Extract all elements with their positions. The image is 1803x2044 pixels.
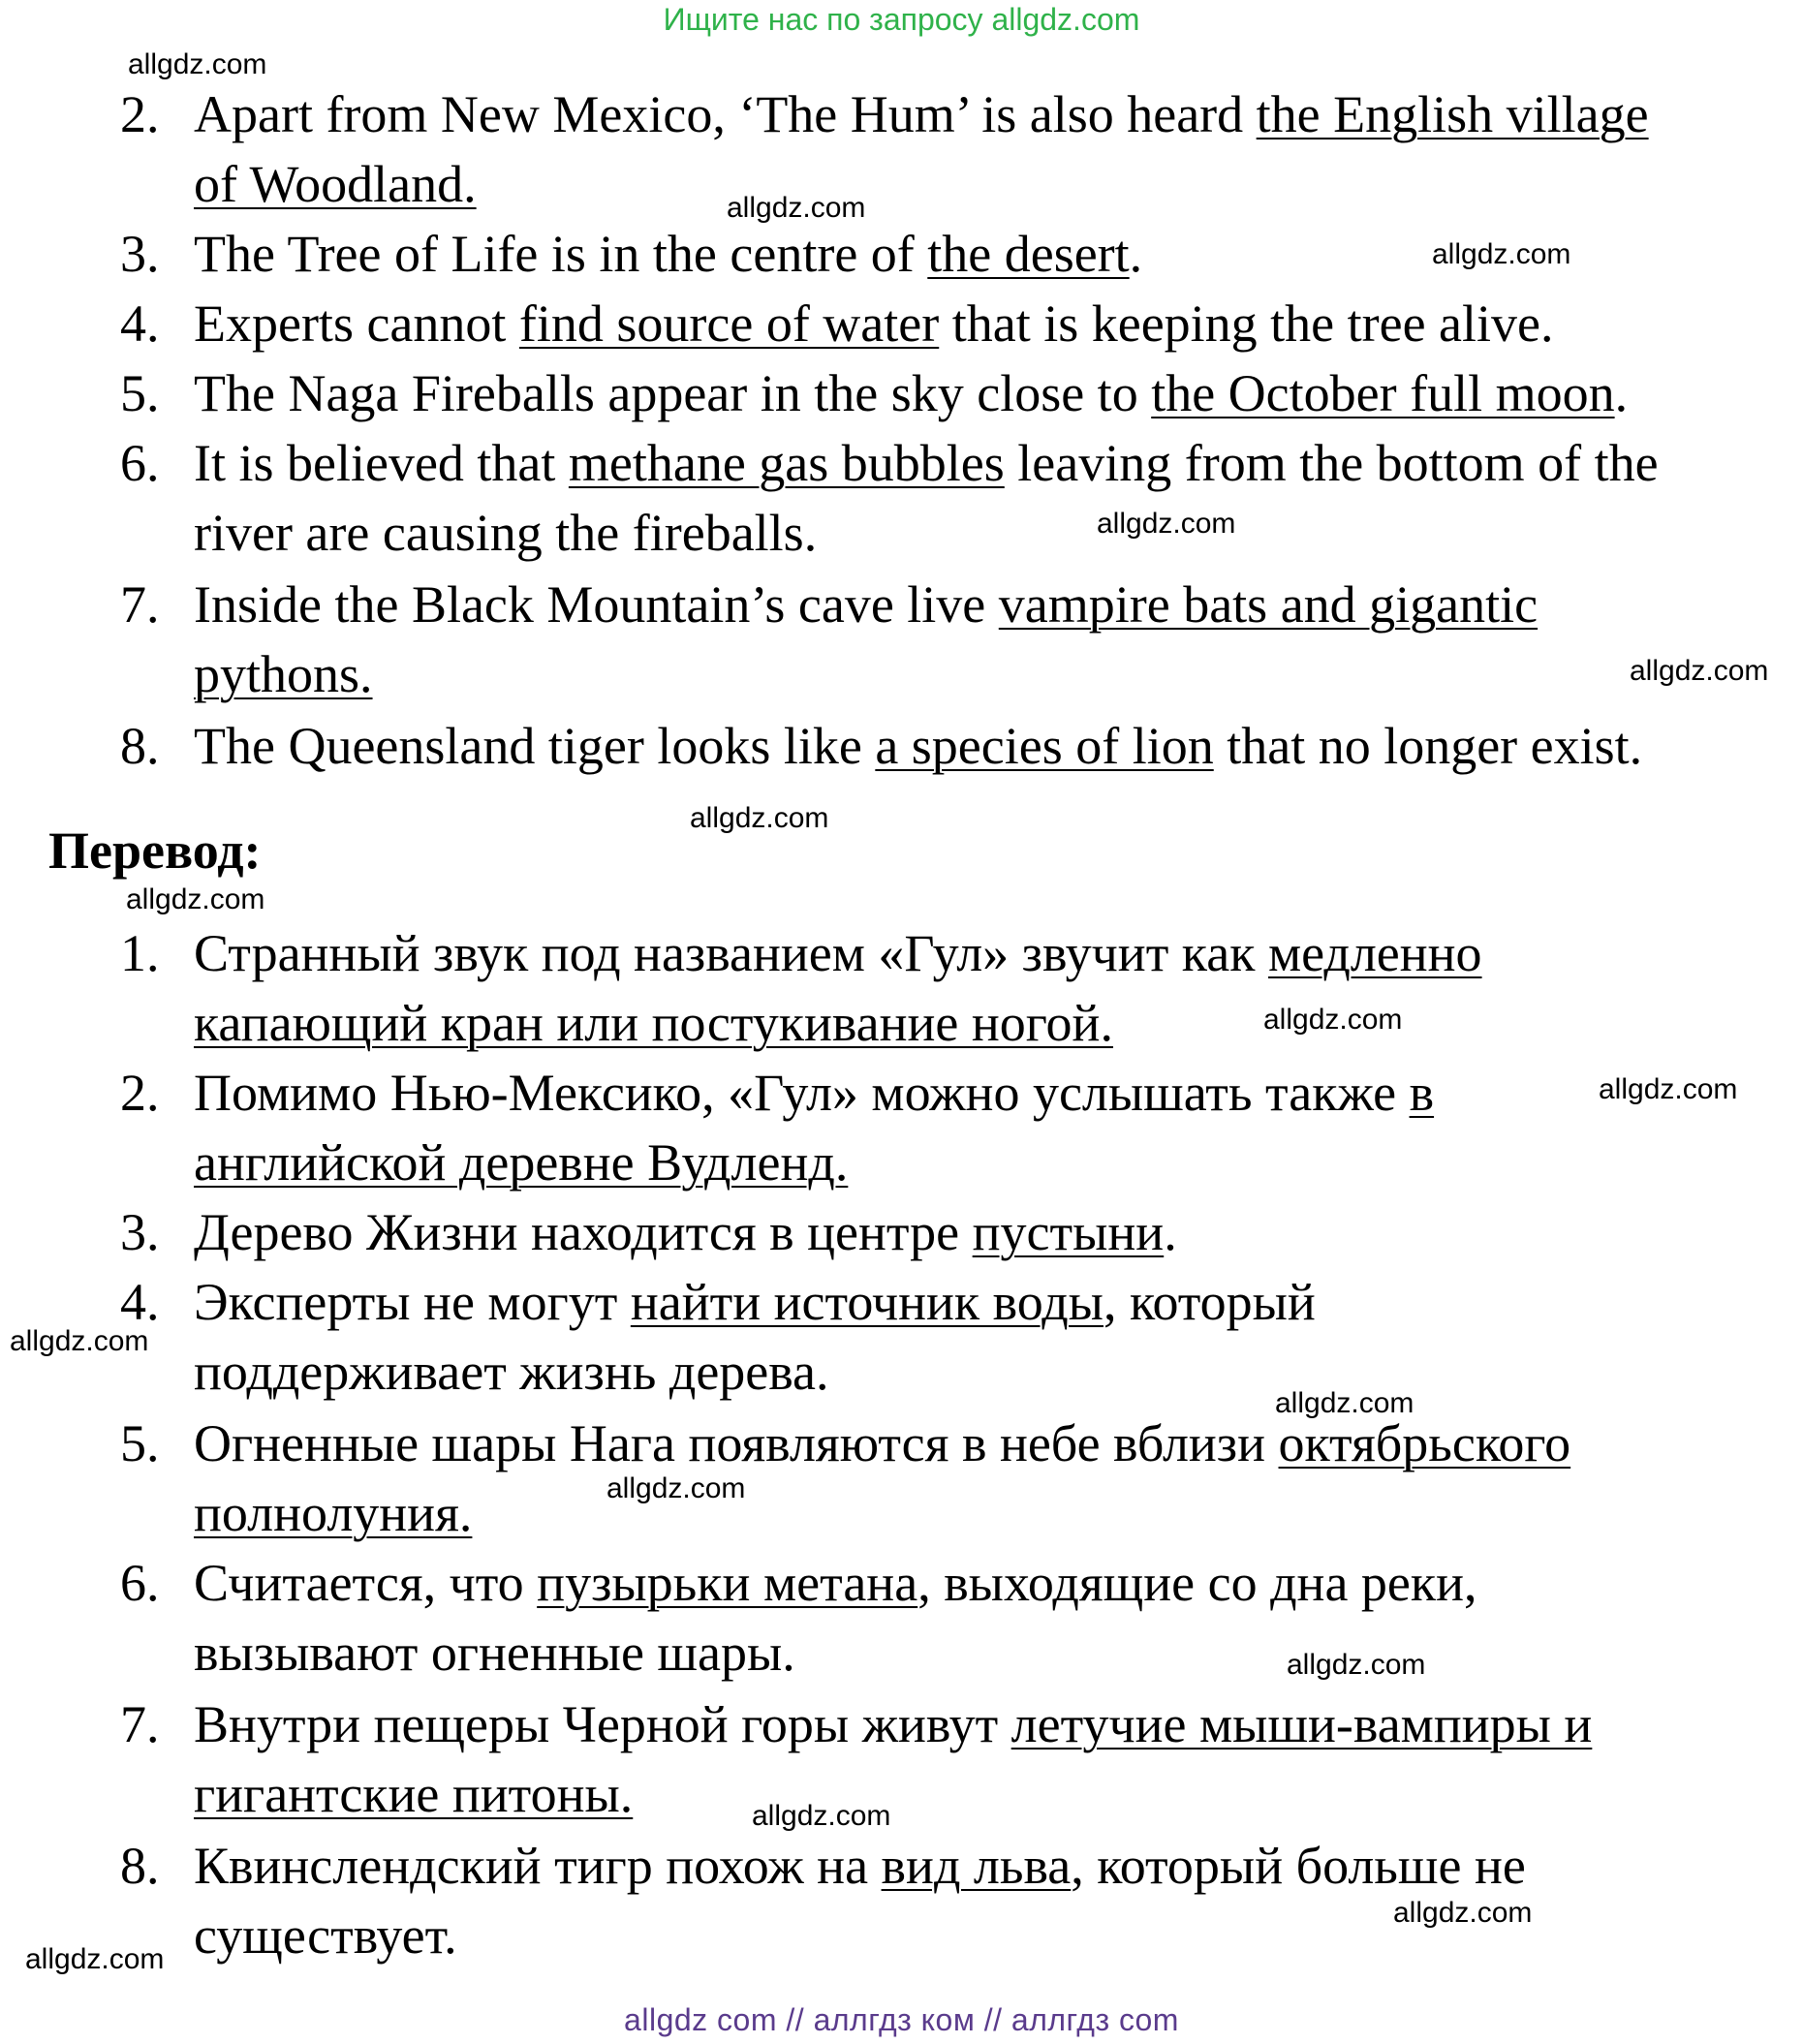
watermark: allgdz.com [10, 1325, 149, 1357]
item-number: 8. [120, 717, 160, 775]
watermark: allgdz.com [690, 802, 829, 834]
item-text: Inside the Black Mountain’s cave live vampire bats and gigantic pythons. [194, 575, 1539, 703]
underlined-answer: летучие мыши-вампиры и гигантские питоны. [194, 1695, 1593, 1823]
underlined-answer: в английской деревне Вудленд. [194, 1064, 1435, 1192]
underlined-answer: найти источник воды [630, 1273, 1104, 1331]
item-text: The Naga Fireballs appear in the sky close to the October full moon. [194, 364, 1629, 422]
underlined-answer: methane gas bubbles [568, 434, 1005, 492]
watermark: allgdz.com [25, 1943, 165, 1975]
underlined-answer: the desert [927, 225, 1130, 283]
watermark: allgdz.com [1097, 508, 1236, 540]
underlined-answer: медленно капающий кран или постукивание ногой. [194, 924, 1482, 1052]
item-text: Apart from New Mexico, ‘The Hum’ is also heard the English village of Woodland. [194, 85, 1649, 213]
translation-heading: Перевод: [48, 821, 262, 880]
item-text: The Tree of Life is in the centre of the desert. [194, 225, 1143, 283]
item-text: Внутри пещеры Черной горы живут летучие мыши-вампиры и гигантские питоны. [194, 1695, 1593, 1823]
item-number: 8. [120, 1837, 160, 1895]
watermark: allgdz.com [1275, 1387, 1414, 1419]
item-number: 5. [120, 364, 160, 422]
item-number: 7. [120, 1695, 160, 1753]
item-text: Странный звук под названием «Гул» звучит как медленно капающий кран или постукивание ногой. [194, 924, 1482, 1052]
underlined-answer: пустыни [972, 1203, 1165, 1261]
watermark: allgdz.com [1599, 1073, 1738, 1105]
item-text: Считается, что пузырьки метана, выходящие со дна реки, вызывают огненные шары. [194, 1554, 1477, 1682]
item-text: Огненные шары Нага появляются в небе вблизи октябрьского полнолуния. [194, 1414, 1571, 1542]
top-banner: Ищите нас по запросу allgdz.com [663, 2, 1140, 37]
item-number: 2. [120, 85, 160, 143]
item-number: 3. [120, 1203, 160, 1261]
item-text: Дерево Жизни находится в центре пустыни. [194, 1203, 1177, 1261]
item-text: Эксперты не могут найти источник воды, который поддерживает жизнь дерева. [194, 1273, 1316, 1401]
watermark: allgdz.com [1263, 1004, 1403, 1036]
item-text: Помимо Нью-Мексико, «Гул» можно услышать также в английской деревне Вудленд. [194, 1064, 1435, 1192]
watermark: allgdz.com [128, 48, 267, 80]
item-text: Experts cannot find source of water that is keeping the tree alive. [194, 294, 1554, 353]
underlined-answer: a species of lion [875, 717, 1214, 775]
watermark: allgdz.com [126, 883, 265, 915]
watermark: allgdz.com [1393, 1897, 1533, 1929]
underlined-answer: find source of water [518, 294, 940, 353]
underlined-answer: вид льва [881, 1837, 1072, 1895]
watermark: allgdz.com [1630, 655, 1769, 687]
item-number: 4. [120, 294, 160, 353]
underlined-answer: vampire bats and gigantic pythons. [194, 575, 1539, 703]
watermark: allgdz.com [1432, 238, 1571, 270]
item-number: 1. [120, 924, 160, 982]
item-number: 6. [120, 1554, 160, 1612]
watermark: allgdz.com [752, 1800, 891, 1832]
underlined-answer: the October full moon [1151, 364, 1615, 422]
item-text: Квинслендский тигр похож на вид льва, который больше не существует. [194, 1837, 1526, 1965]
underlined-answer: пузырьки метана [537, 1554, 918, 1612]
footer-banner: allgdz com // аллгдз ком // аллгдз com [624, 2002, 1179, 2037]
item-number: 5. [120, 1414, 160, 1472]
item-number: 6. [120, 434, 160, 492]
underlined-answer: октябрьского полнолуния. [194, 1414, 1571, 1542]
item-number: 2. [120, 1064, 160, 1122]
item-number: 4. [120, 1273, 160, 1331]
item-text: It is believed that methane gas bubbles leaving from the bottom of the river are causing the fireballs. [194, 434, 1659, 562]
watermark: allgdz.com [606, 1472, 746, 1504]
item-text: The Queensland tiger looks like a species of lion that no longer exist. [194, 717, 1643, 775]
underlined-answer: the English village of Woodland. [194, 85, 1649, 213]
item-number: 3. [120, 225, 160, 283]
item-number: 7. [120, 575, 160, 634]
watermark: allgdz.com [727, 192, 866, 224]
watermark: allgdz.com [1287, 1649, 1426, 1681]
